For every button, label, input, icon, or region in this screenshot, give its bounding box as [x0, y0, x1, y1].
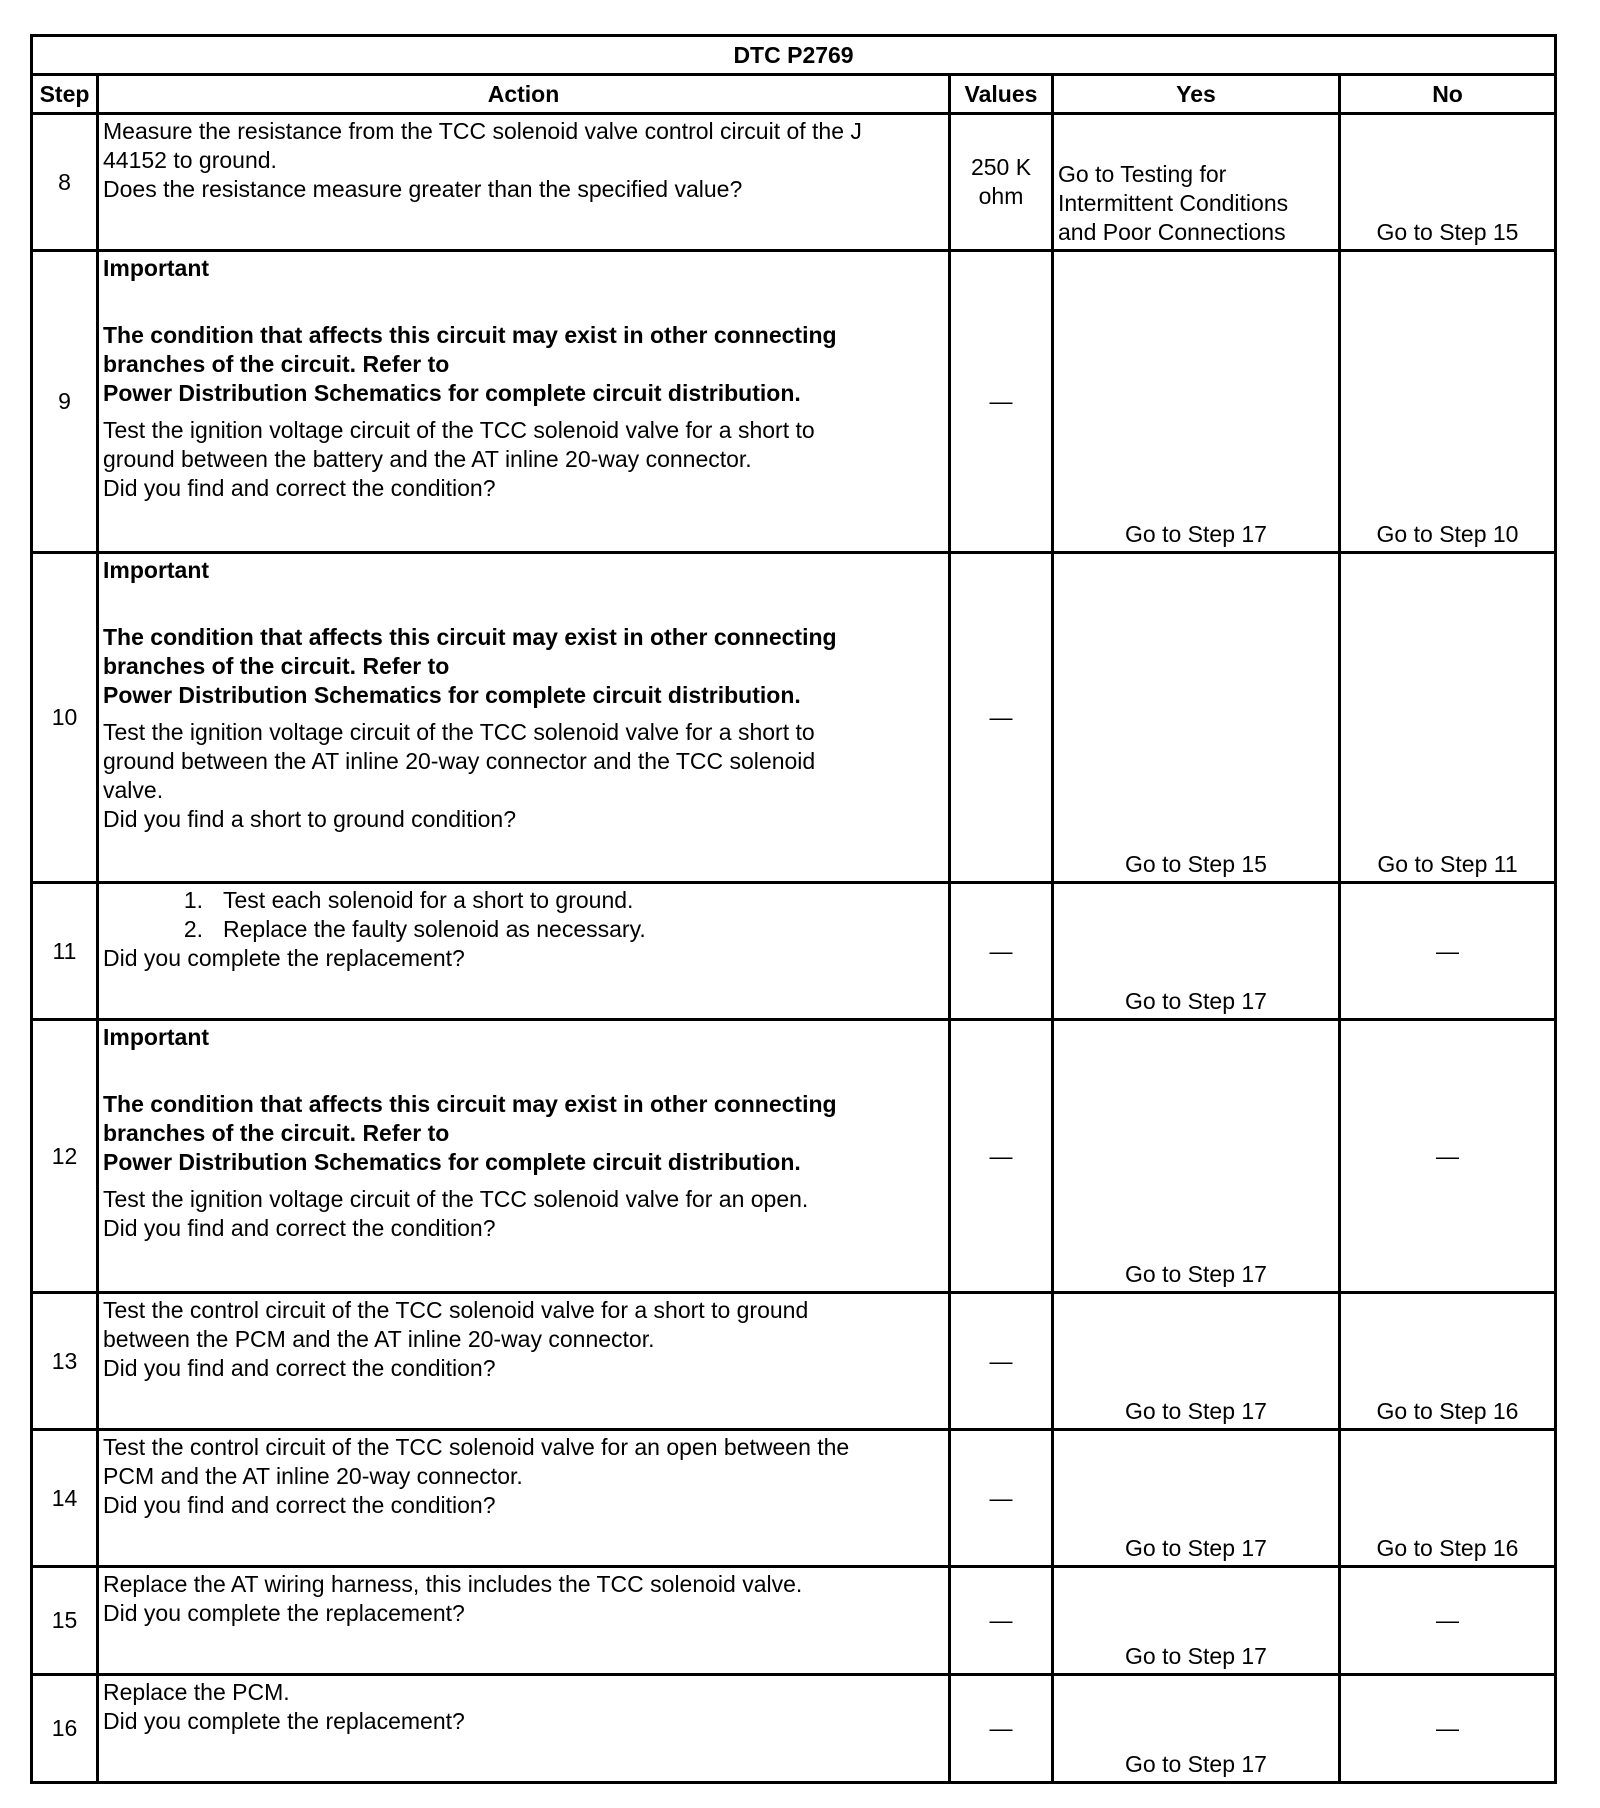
important-line: The condition that affects this circuit may exist in other connecting: [103, 322, 837, 348]
value-cell: —: [950, 1675, 1053, 1783]
question: Did you find and correct the condition?: [103, 1215, 496, 1241]
important-title: Important: [103, 557, 210, 583]
yes-cell[interactable]: Go to Step 15: [1053, 553, 1340, 883]
table-row: [32, 1567, 1556, 1675]
list-text: Test each solenoid for a short to ground.: [223, 887, 634, 913]
step-number: 11: [32, 883, 98, 1020]
table-row: [32, 251, 1556, 553]
value-cell: —: [950, 1430, 1053, 1567]
question: Did you find and correct the condition?: [103, 1492, 496, 1518]
important-line: branches of the circuit. Refer to: [103, 1120, 450, 1146]
value-cell: —: [950, 883, 1053, 1020]
yes-cell[interactable]: Go to Step 17: [1053, 1430, 1340, 1567]
yes-line[interactable]: and Poor Connections: [1058, 219, 1286, 245]
no-cell[interactable]: Go to Step 10: [1340, 251, 1556, 553]
header-yes: Yes: [1053, 75, 1340, 114]
action-line: Replace the AT wiring harness, this includes the TCC solenoid valve.: [103, 1571, 803, 1597]
important-line: Power Distribution Schematics for complete circuit distribution.: [103, 682, 801, 708]
header-action: Action: [98, 75, 950, 114]
value-cell: —: [950, 553, 1053, 883]
list-item: [103, 915, 944, 944]
list-item: [103, 886, 944, 915]
no-cell: —: [1340, 1675, 1556, 1783]
value-cell: —: [950, 251, 1053, 553]
action-cell: [98, 251, 950, 553]
no-cell: —: [1340, 883, 1556, 1020]
no-cell: —: [1340, 1567, 1556, 1675]
value-line: 250 K: [970, 154, 1032, 180]
action-cell: [98, 553, 950, 883]
numbered-list: [103, 886, 944, 944]
value-cell: —: [950, 1567, 1053, 1675]
question: Did you find and correct the condition?: [103, 1355, 496, 1381]
action-line: Test the ignition voltage circuit of the TCC solenoid valve for a short to: [103, 719, 815, 745]
table-row: [32, 1293, 1556, 1430]
value-cell: —: [950, 1293, 1053, 1430]
table-row: [32, 114, 1556, 251]
action-line: valve.: [103, 777, 164, 803]
yes-line[interactable]: Intermittent Conditions: [1058, 190, 1289, 216]
step-number: 9: [32, 251, 98, 553]
yes-cell[interactable]: Go to Step 17: [1053, 1675, 1340, 1783]
yes-line[interactable]: Go to Testing for: [1058, 161, 1227, 187]
action-cell: [98, 1675, 950, 1783]
value-line: ohm: [978, 183, 1024, 209]
table-row: [32, 1430, 1556, 1567]
action-line: 44152 to ground.: [103, 147, 277, 173]
action-cell: [98, 1430, 950, 1567]
important-line: The condition that affects this circuit may exist in other connecting: [103, 624, 837, 650]
action-line: Test the ignition voltage circuit of the TCC solenoid valve for an open.: [103, 1186, 809, 1212]
yes-cell[interactable]: Go to Step 17: [1053, 1567, 1340, 1675]
step-number: 14: [32, 1430, 98, 1567]
important-line: branches of the circuit. Refer to: [103, 351, 450, 377]
yes-cell[interactable]: Go to Step 17: [1053, 1293, 1340, 1430]
step-number: 12: [32, 1020, 98, 1293]
step-number: 16: [32, 1675, 98, 1783]
no-cell: —: [1340, 1020, 1556, 1293]
table-row: [32, 1020, 1556, 1293]
header-step: Step: [32, 75, 98, 114]
important-line: Power Distribution Schematics for complete circuit distribution.: [103, 1149, 801, 1175]
step-number: 13: [32, 1293, 98, 1430]
value-cell: [950, 114, 1053, 251]
question: Did you find and correct the condition?: [103, 475, 496, 501]
action-line: Test the ignition voltage circuit of the TCC solenoid valve for a short to: [103, 417, 815, 443]
action-line: Replace the PCM.: [103, 1679, 290, 1705]
dtc-procedure-table: [30, 34, 1557, 1784]
no-cell[interactable]: Go to Step 16: [1340, 1430, 1556, 1567]
important-title: Important: [103, 255, 210, 281]
action-line: between the PCM and the AT inline 20-way connector.: [103, 1326, 655, 1352]
important-title: Important: [103, 1024, 210, 1050]
action-line: Test the control circuit of the TCC solenoid valve for a short to ground: [103, 1297, 809, 1323]
list-number: 2.: [183, 916, 203, 942]
yes-cell[interactable]: Go to Step 17: [1053, 1020, 1340, 1293]
action-line: ground between the battery and the AT inline 20-way connector.: [103, 446, 752, 472]
action-line: Measure the resistance from the TCC solenoid valve control circuit of the J: [103, 118, 862, 144]
action-cell: [98, 114, 950, 251]
action-line: ground between the AT inline 20-way connector and the TCC solenoid: [103, 748, 816, 774]
question: Does the resistance measure greater than the specified value?: [103, 176, 743, 202]
header-no: No: [1340, 75, 1556, 114]
yes-cell[interactable]: Go to Step 17: [1053, 883, 1340, 1020]
action-cell: [98, 1293, 950, 1430]
action-line: PCM and the AT inline 20-way connector.: [103, 1463, 523, 1489]
action-cell: [98, 1020, 950, 1293]
step-number: 10: [32, 553, 98, 883]
table-row: [32, 883, 1556, 1020]
important-line: branches of the circuit. Refer to: [103, 653, 450, 679]
yes-cell[interactable]: Go to Step 17: [1053, 251, 1340, 553]
action-cell: [98, 883, 950, 1020]
question: Did you complete the replacement?: [103, 945, 465, 971]
no-cell[interactable]: Go to Step 16: [1340, 1293, 1556, 1430]
list-text: Replace the faulty solenoid as necessary.: [223, 916, 646, 942]
question: Did you complete the replacement?: [103, 1600, 465, 1626]
table-title: DTC P2769: [32, 36, 1556, 75]
important-line: The condition that affects this circuit may exist in other connecting: [103, 1091, 837, 1117]
no-cell[interactable]: Go to Step 11: [1340, 553, 1556, 883]
question: Did you complete the replacement?: [103, 1708, 465, 1734]
header-values: Values: [950, 75, 1053, 114]
list-number: 1.: [183, 887, 203, 913]
action-line: Test the control circuit of the TCC solenoid valve for an open between the: [103, 1434, 850, 1460]
step-number: 15: [32, 1567, 98, 1675]
action-cell: [98, 1567, 950, 1675]
yes-cell: [1053, 114, 1340, 251]
value-cell: —: [950, 1020, 1053, 1293]
table-row: [32, 553, 1556, 883]
table-row: [32, 1675, 1556, 1783]
no-cell[interactable]: Go to Step 15: [1340, 114, 1556, 251]
step-number: 8: [32, 114, 98, 251]
important-line: Power Distribution Schematics for complete circuit distribution.: [103, 380, 801, 406]
question: Did you find a short to ground condition?: [103, 806, 516, 832]
